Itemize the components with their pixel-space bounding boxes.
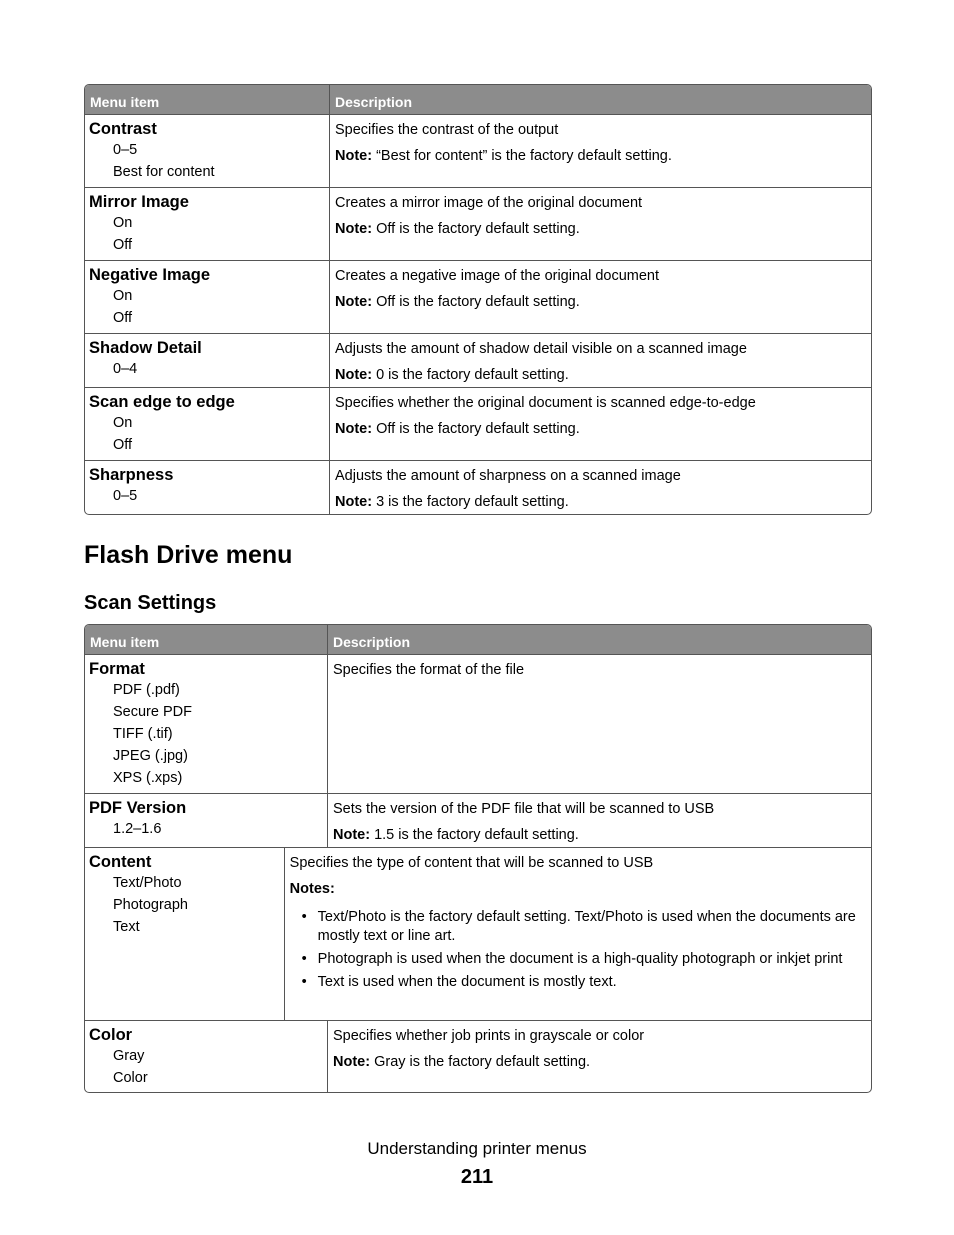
table-row: [85, 848, 871, 1021]
menu-item-value: XPS (.xps): [113, 770, 183, 786]
table-row: [85, 388, 871, 461]
table-row: [85, 655, 871, 794]
table-row: [85, 334, 871, 388]
menu-item-value: Text: [113, 919, 140, 935]
menu-item-value: Photograph: [113, 897, 188, 913]
description-text: Specifies the contrast of the output: [335, 122, 559, 138]
settings-table-top: [84, 84, 872, 515]
menu-item-value: Off: [113, 237, 133, 253]
menu-item-value: On: [113, 215, 133, 231]
menu-item-value: PDF (.pdf): [113, 682, 180, 698]
menu-item-name: Shadow Detail: [89, 339, 202, 357]
note-text: Note: 0 is the factory default setting.: [335, 367, 569, 383]
menu-item-name: Contrast: [89, 120, 157, 138]
list-item: • Photograph is used when the document is a high-quality photograph or inkjet print: [298, 950, 866, 969]
list-item: • Text/Photo is the factory default setting. Text/Photo is used when the documents are mostly text or line art.: [298, 908, 866, 946]
menu-item-value: Secure PDF: [113, 704, 192, 720]
table-header: [85, 85, 871, 115]
menu-item-value: Gray: [113, 1048, 145, 1064]
menu-item-value: 0–5: [113, 488, 138, 504]
menu-item-value: 0–4: [113, 361, 138, 377]
menu-item-name: Scan edge to edge: [89, 393, 235, 411]
description-text: Creates a mirror image of the original document: [335, 195, 643, 211]
menu-item-name: Negative Image: [89, 266, 211, 284]
note-text: Note: 3 is the factory default setting.: [335, 494, 569, 510]
table-row: [85, 794, 871, 848]
menu-item-value: Text/Photo: [113, 875, 182, 891]
menu-item-name: Mirror Image: [89, 193, 189, 211]
header-menu-item: Menu item: [85, 85, 330, 114]
section-heading: Flash Drive menu: [84, 541, 293, 569]
description-text: Specifies whether job prints in grayscale or color: [333, 1028, 645, 1044]
menu-item-value: On: [113, 415, 133, 431]
menu-item-name: Color: [89, 1026, 133, 1044]
menu-item-value: Color: [113, 1070, 148, 1086]
menu-item-name: Format: [89, 660, 145, 678]
menu-item-value: Best for content: [113, 164, 215, 180]
menu-item-value: JPEG (.jpg): [113, 748, 188, 764]
notes-list: [290, 908, 866, 992]
description-text: Adjusts the amount of sharpness on a scanned image: [335, 468, 681, 484]
list-item: • Text is used when the document is mostly text.: [298, 973, 866, 992]
table-row: [85, 115, 871, 188]
table-row: [85, 188, 871, 261]
menu-item-name: Content: [89, 853, 152, 871]
footer-section-title: Understanding printer menus: [367, 1139, 587, 1158]
page-number: 211: [460, 1166, 494, 1188]
menu-item-value: Off: [113, 310, 133, 326]
description-text: Adjusts the amount of shadow detail visible on a scanned image: [335, 341, 747, 357]
menu-item-value: 0–5: [113, 142, 138, 158]
table-row: [85, 1021, 871, 1092]
table-row: [85, 461, 871, 514]
description-text: Specifies the type of content that will be scanned to USB: [289, 855, 654, 871]
subsection-heading: Scan Settings: [84, 592, 217, 614]
header-description: Description: [335, 94, 413, 110]
menu-item-name: Sharpness: [89, 466, 174, 484]
description-text: Specifies whether the original document is scanned edge-to-edge: [335, 395, 756, 411]
menu-item-value: TIFF (.tif): [113, 726, 173, 742]
note-text: Note: Gray is the factory default setting.: [333, 1054, 591, 1070]
description-text: Creates a negative image of the original document: [335, 268, 660, 284]
menu-item-name: PDF Version: [89, 799, 187, 817]
note-text: Note: Off is the factory default setting.: [335, 221, 580, 237]
scan-settings-table: [84, 624, 872, 1093]
note-text: Note: Off is the factory default setting.: [335, 421, 580, 437]
menu-item-value: 1.2–1.6: [113, 821, 162, 837]
header-menu-item: Menu item: [85, 625, 328, 654]
note-text: Note: Off is the factory default setting.: [335, 294, 580, 310]
description-text: Specifies the format of the file: [333, 662, 525, 678]
menu-item-value: On: [113, 288, 133, 304]
table-row: [85, 261, 871, 334]
header-description: Description: [333, 634, 411, 650]
note-text: Note: 1.5 is the factory default setting.: [333, 827, 579, 843]
description-text: Sets the version of the PDF file that will be scanned to USB: [333, 801, 715, 817]
menu-item-value: Off: [113, 437, 133, 453]
notes-label: Notes:: [289, 881, 335, 897]
note-text: Note: “Best for content” is the factory default setting.: [335, 148, 672, 164]
table-header: [85, 625, 871, 655]
